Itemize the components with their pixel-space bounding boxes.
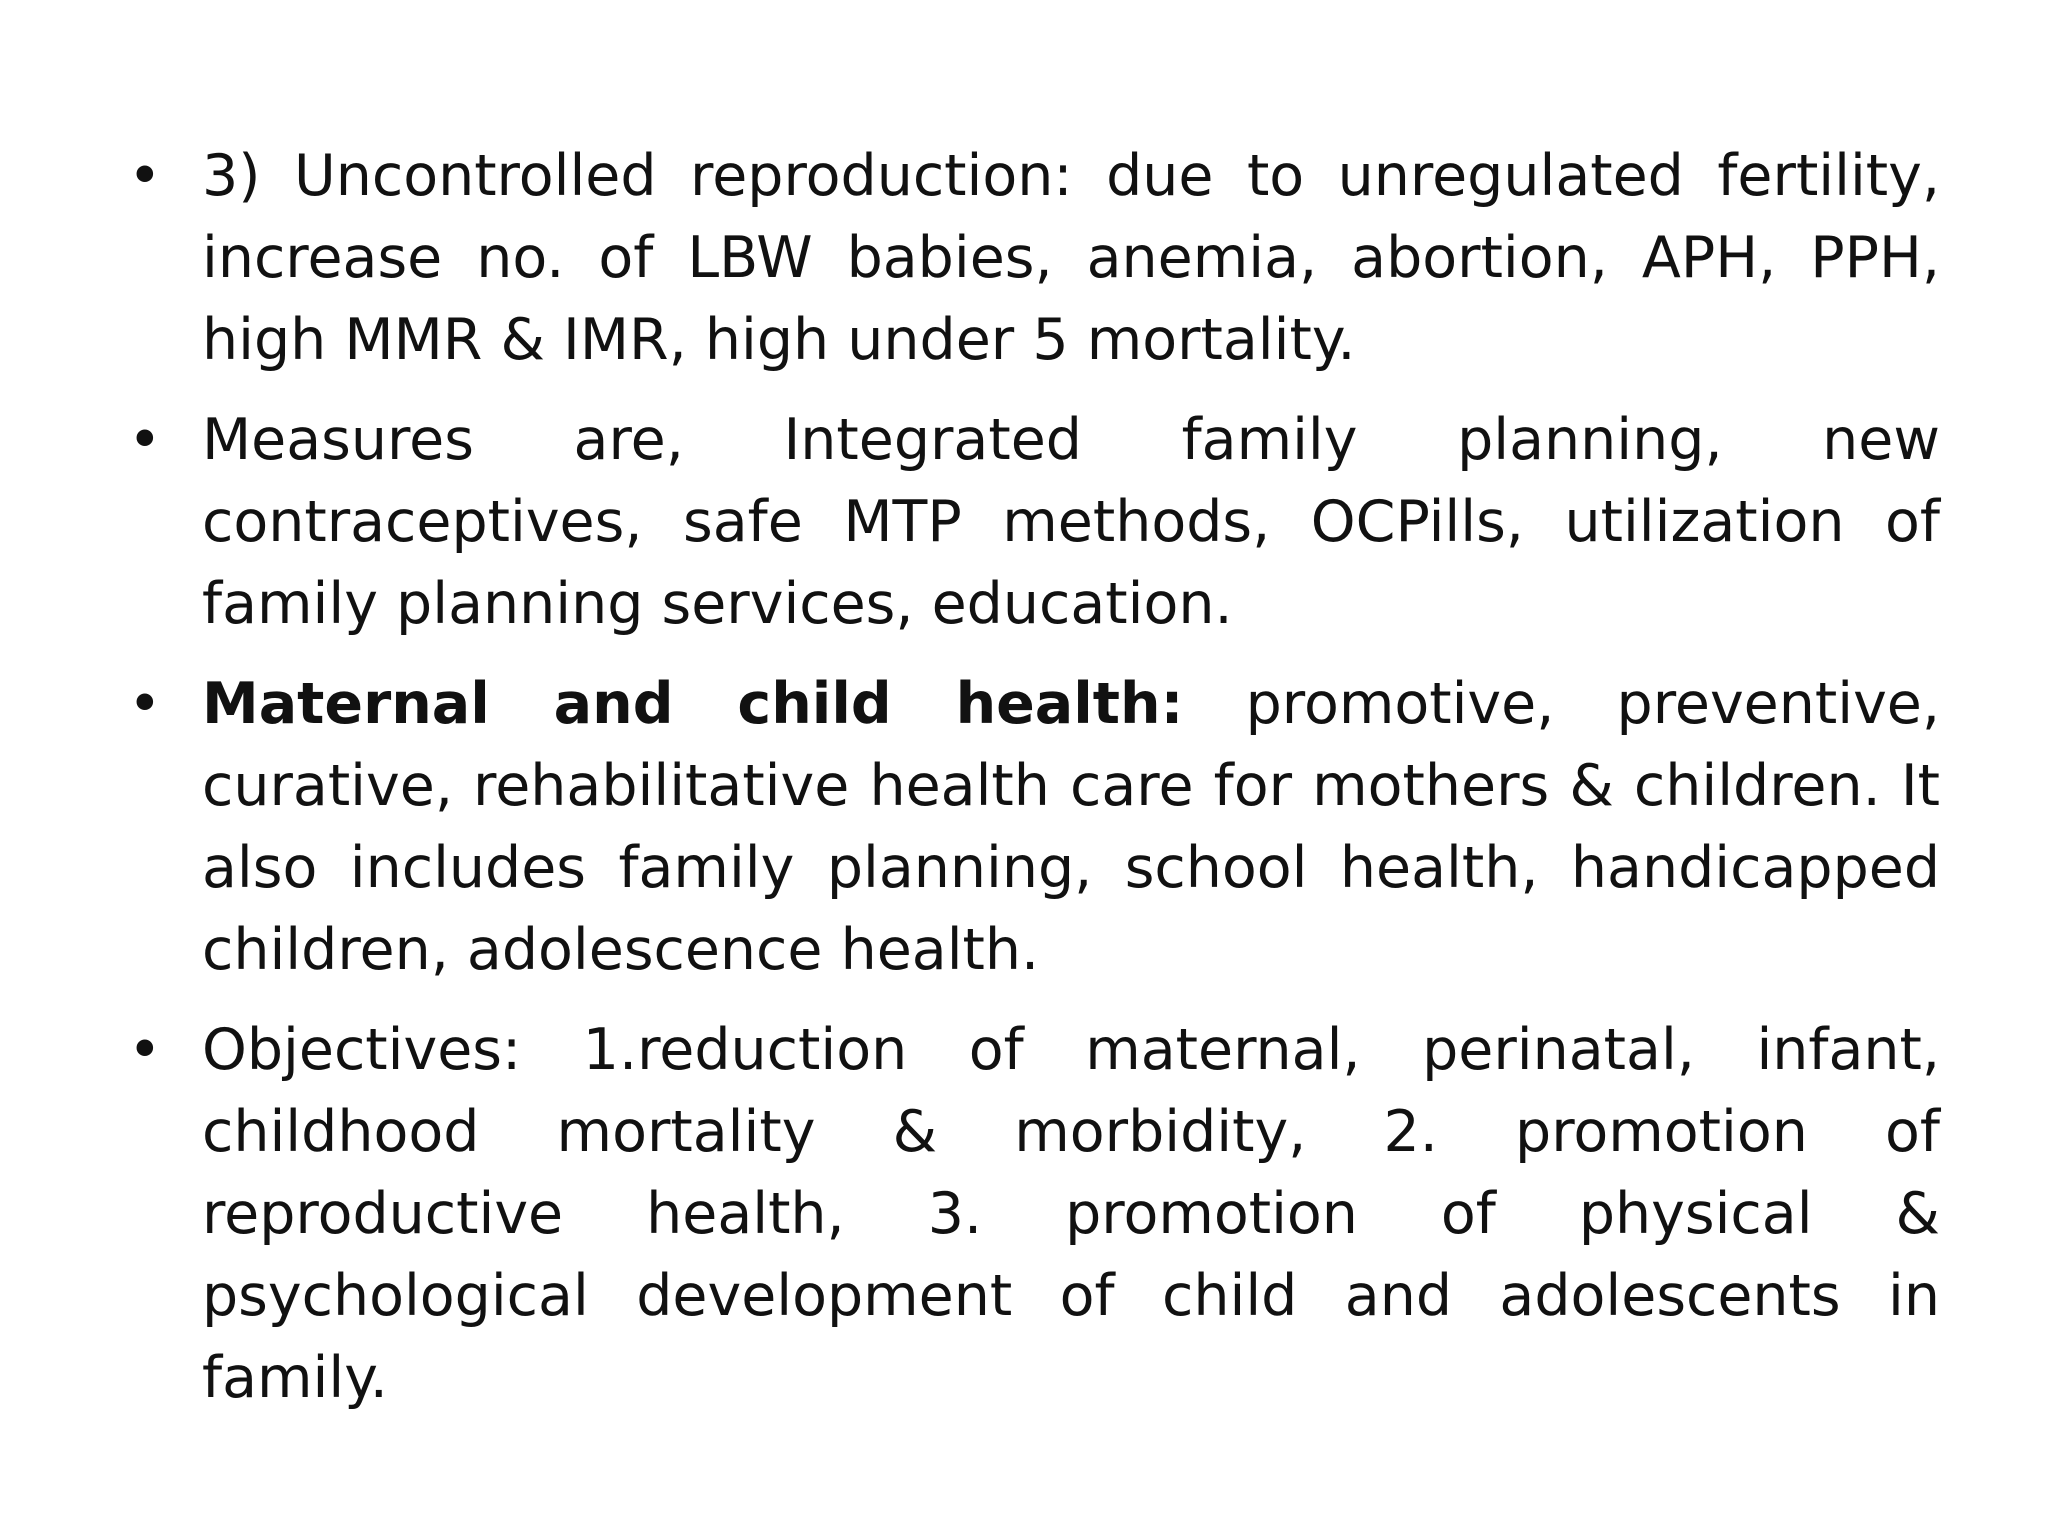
- bullet-item-uncontrolled-reproduction: [120, 135, 1940, 381]
- bullet-list: [120, 135, 1940, 1437]
- bullet-icon: •: [128, 143, 162, 209]
- bullet-item-objectives: [120, 1009, 1940, 1419]
- bullet-item-maternal-child-health: [120, 663, 1940, 991]
- bullet-text: promotive, preventive, curative, rehabilitative health care for mothers & children. It also includes family planning, school health, handicapped children, adolescence health.: [202, 671, 1940, 983]
- bullet-heading: Maternal and child health:: [202, 671, 1184, 737]
- bullet-text: 3) Uncontrolled reproduction: due to unregulated fertility, increase no. of LBW babies, anemia, abortion, APH, PPH, high MMR & IMR, high under 5 mortality.: [202, 143, 1940, 373]
- bullet-icon: •: [128, 407, 162, 473]
- bullet-text: Objectives: 1.reduction of maternal, perinatal, infant, childhood mortality & morbidity, 2. promotion of reproductive health, 3. promotion of physical & psychological development of child and adolescents in family.: [202, 1017, 1940, 1411]
- bullet-icon: •: [128, 1017, 162, 1083]
- bullet-icon: •: [128, 671, 162, 737]
- bullet-item-measures: [120, 399, 1940, 645]
- bullet-text: Measures are, Integrated family planning, new contraceptives, safe MTP methods, OCPills, utilization of family planning services, education.: [202, 407, 1940, 637]
